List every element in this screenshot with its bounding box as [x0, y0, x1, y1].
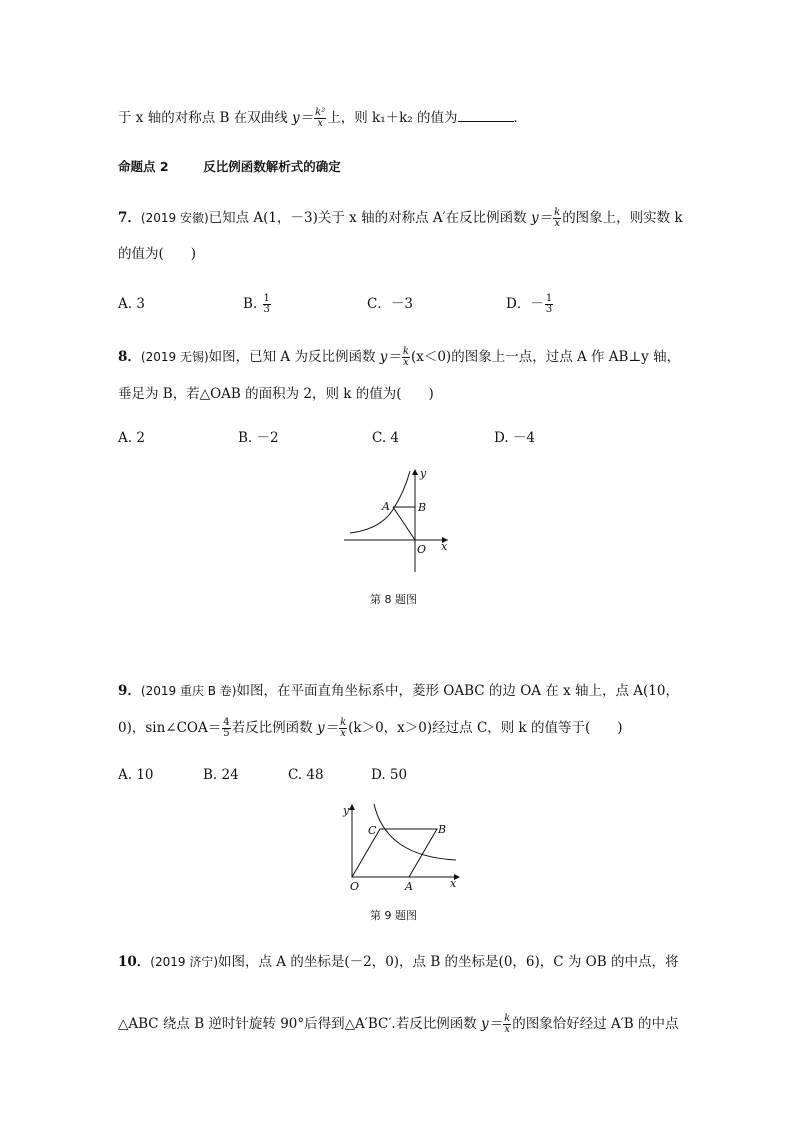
y-axis-arrow — [412, 469, 418, 475]
option-label: A. 3 — [118, 296, 145, 312]
q9-option-c[interactable] — [288, 765, 324, 785]
q9-option-d[interactable] — [371, 765, 407, 785]
figure-8-caption: 第 8 题图 — [370, 593, 417, 606]
question-9-line-2 — [118, 718, 623, 739]
numerator: 1 — [545, 293, 553, 304]
question-number: 9． — [118, 683, 141, 699]
text: 若反比例函数 — [231, 720, 317, 736]
text: 0)，sin∠COA＝ — [118, 720, 222, 736]
denominator: x — [340, 728, 346, 739]
label-x: x — [450, 877, 457, 890]
fraction — [402, 347, 410, 368]
option-label: C. 4 — [372, 430, 400, 446]
numerator: k — [340, 717, 347, 728]
question-8-line-1 — [118, 347, 680, 368]
question-source: (2019 无锡) — [140, 350, 209, 364]
text: 于 x 轴的对称点 B 在双曲线 — [118, 110, 292, 126]
option-label: D. －4 — [494, 430, 536, 446]
label-b: B — [438, 823, 447, 836]
label-o: O — [350, 880, 360, 893]
question-number: 8． — [118, 349, 141, 365]
text: 的图象上，则实数 k — [562, 210, 683, 226]
question-number: 7． — [118, 210, 141, 226]
fraction — [222, 718, 230, 739]
text: 上，则 k₁＋k₂ 的值为 — [327, 110, 458, 126]
label-a: A — [405, 880, 413, 893]
segment-ao — [393, 507, 415, 540]
equation: y＝ — [530, 210, 553, 226]
text: △ABC 绕点 B 逆时针旋转 90°后得到△A′BC′.若反比例函数 — [118, 1016, 481, 1032]
denominator: 3 — [545, 304, 553, 315]
option-label: B. — [243, 296, 258, 312]
option-label: C. 48 — [288, 767, 324, 783]
section-title: 反比例函数解析式的确定 — [203, 159, 341, 174]
section-label: 命题点 2 — [118, 159, 169, 174]
numerator: k² — [315, 107, 326, 118]
question-8-line-2 — [118, 384, 434, 404]
text: 如图，在平面直角坐标系中，菱形 OABC 的边 OA 在 x 轴上，点 A(10， — [236, 683, 679, 699]
hyperbola-curve — [350, 471, 410, 533]
answer-blank — [458, 109, 514, 122]
question-source: (2019 重庆 B 卷) — [140, 684, 237, 698]
option-label: D. 50 — [371, 767, 408, 783]
q7-option-c[interactable] — [367, 294, 413, 314]
fraction — [553, 208, 561, 229]
label-o: O — [417, 543, 427, 556]
section-heading — [118, 157, 341, 177]
numerator: k — [504, 1013, 511, 1024]
denominator: x — [554, 218, 560, 229]
option-label: A. 10 — [118, 767, 154, 783]
question-7-line-1 — [118, 208, 683, 229]
figure-9 — [340, 800, 470, 895]
option-label: B. －2 — [238, 430, 279, 446]
question-10-line-1 — [118, 952, 678, 972]
text: (x＜0)的图象上一点，过点 A 作 AB⊥y 轴， — [410, 349, 681, 365]
question-9-line-1 — [118, 681, 679, 701]
numerator: 1 — [263, 293, 270, 304]
fraction — [503, 1014, 511, 1035]
q8-option-d[interactable] — [494, 428, 535, 448]
q8-option-b[interactable] — [238, 428, 279, 448]
question-7-line-2 — [118, 244, 196, 264]
text: 已知点 A(1，－3)关于 x 轴的对称点 A′在反比例函数 — [208, 210, 531, 226]
equation: y＝ — [316, 720, 339, 736]
option-label: C．－3 — [367, 296, 413, 312]
fraction — [314, 108, 326, 129]
text: 垂足为 B，若△OAB 的面积为 2，则 k 的值为( ) — [118, 386, 434, 402]
equation: y＝ — [292, 110, 314, 126]
q7-option-d[interactable] — [506, 294, 554, 315]
equation: y＝ — [379, 349, 401, 365]
text: 如图，点 A 的坐标是(－2，0)，点 B 的坐标是(0，6)，C 为 OB 的中点，将 — [218, 954, 679, 970]
fraction — [339, 718, 347, 739]
numerator: 4 — [223, 717, 230, 728]
q7-option-b[interactable] — [243, 294, 272, 315]
q8-option-c[interactable] — [372, 428, 399, 448]
option-label: A. 2 — [118, 430, 145, 446]
denominator: x — [403, 357, 409, 368]
text: 的图象恰好经过 A′B 的中点 — [512, 1016, 679, 1032]
option-label: D．－ — [506, 296, 544, 312]
equation: y＝ — [481, 1016, 503, 1032]
label-x: x — [441, 540, 448, 553]
question-source: (2019 安徽) — [140, 211, 209, 225]
option-label: B. 24 — [203, 767, 239, 783]
text: (k＞0，x＞0)经过点 C，则 k 的值等于( ) — [348, 720, 623, 736]
question-10-line-2 — [118, 1014, 679, 1035]
rhombus-oabc — [352, 829, 437, 877]
figure-8 — [340, 465, 460, 575]
continuation-line — [118, 108, 527, 129]
q7-option-a[interactable] — [118, 294, 145, 314]
label-y: y — [420, 467, 427, 480]
q9-option-b[interactable] — [203, 765, 239, 785]
question-source: (2019 济宁) — [150, 955, 219, 969]
denominator: x — [504, 1024, 510, 1035]
q9-option-a[interactable] — [118, 765, 154, 785]
denominator: 3 — [263, 304, 270, 315]
label-a: A — [382, 500, 390, 513]
text: 如图，已知 A 为反比例函数 — [208, 349, 380, 365]
fraction — [263, 294, 271, 315]
label-y: y — [343, 804, 350, 817]
fraction — [545, 294, 553, 315]
numerator: k — [554, 207, 561, 218]
label-b: B — [418, 501, 427, 514]
numerator: k — [402, 346, 409, 357]
text: ． — [513, 110, 527, 126]
question-number: 10． — [118, 954, 151, 970]
y-axis-arrow — [349, 804, 355, 810]
label-c: C — [368, 824, 377, 837]
figure-9-caption: 第 9 题图 — [370, 909, 417, 922]
text: 的值为( ) — [118, 246, 197, 262]
denominator: 5 — [223, 728, 230, 739]
denominator: x — [317, 118, 323, 129]
q8-option-a[interactable] — [118, 428, 145, 448]
